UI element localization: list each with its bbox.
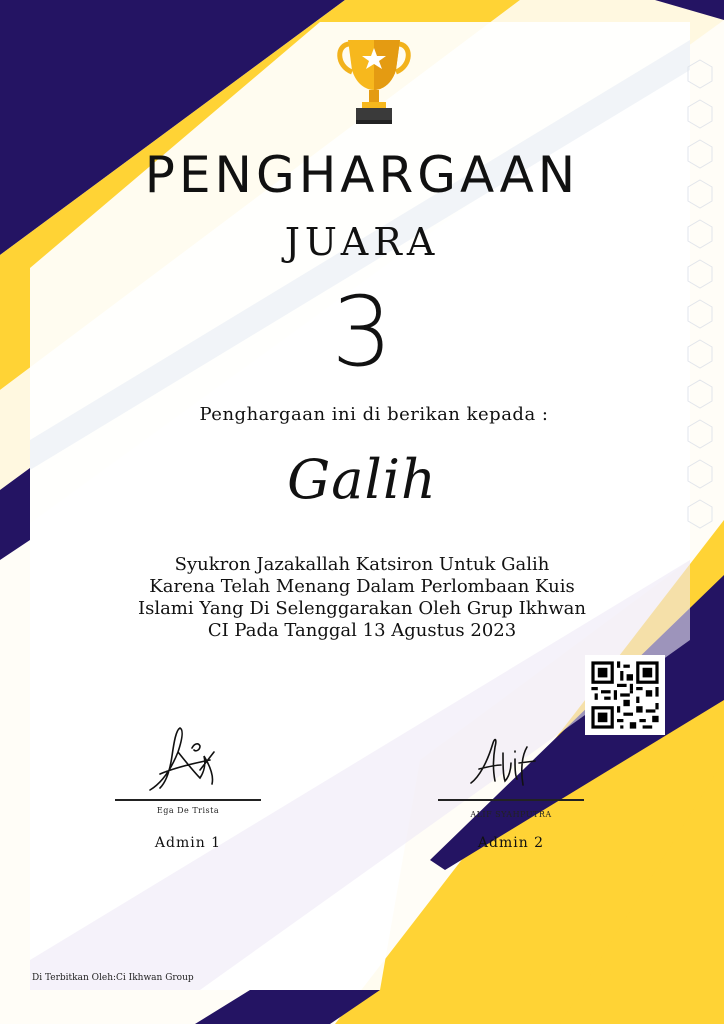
signer-role-1: Admin 1 [154, 835, 222, 851]
signature-admin-1 [140, 722, 230, 800]
trophy-icon [334, 36, 414, 128]
rank-number: 3 [331, 276, 393, 388]
signature-line-1 [115, 799, 261, 801]
recipient-name: Galih [287, 448, 437, 511]
signer-role-2: Admin 2 [477, 835, 545, 851]
signature-admin-2 [465, 733, 545, 793]
certificate-title: PENGHARGAAN [144, 146, 580, 204]
certificate-subtitle: JUARA [284, 220, 440, 264]
signer-name-1: Ega De Trista [156, 806, 220, 815]
qr-code-icon [585, 655, 665, 735]
publisher-footer: Di Terbitkan Oleh:Ci Ikhwan Group [32, 973, 194, 983]
certificate-message: Syukron Jazakallah Katsiron Untuk Galih Karena Telah Menang Dalam Perlombaan Kuis Islami Yang Di Selenggarakan Oleh Grup Ikhwan CI Pada Tanggal 13 Agustus 2023 [137, 554, 587, 641]
given-to-label: Penghargaan ini di berikan kepada : [199, 404, 549, 425]
signature-line-2 [438, 799, 584, 801]
signer-name-2: ALIF SYAHPUTRA [470, 810, 552, 819]
